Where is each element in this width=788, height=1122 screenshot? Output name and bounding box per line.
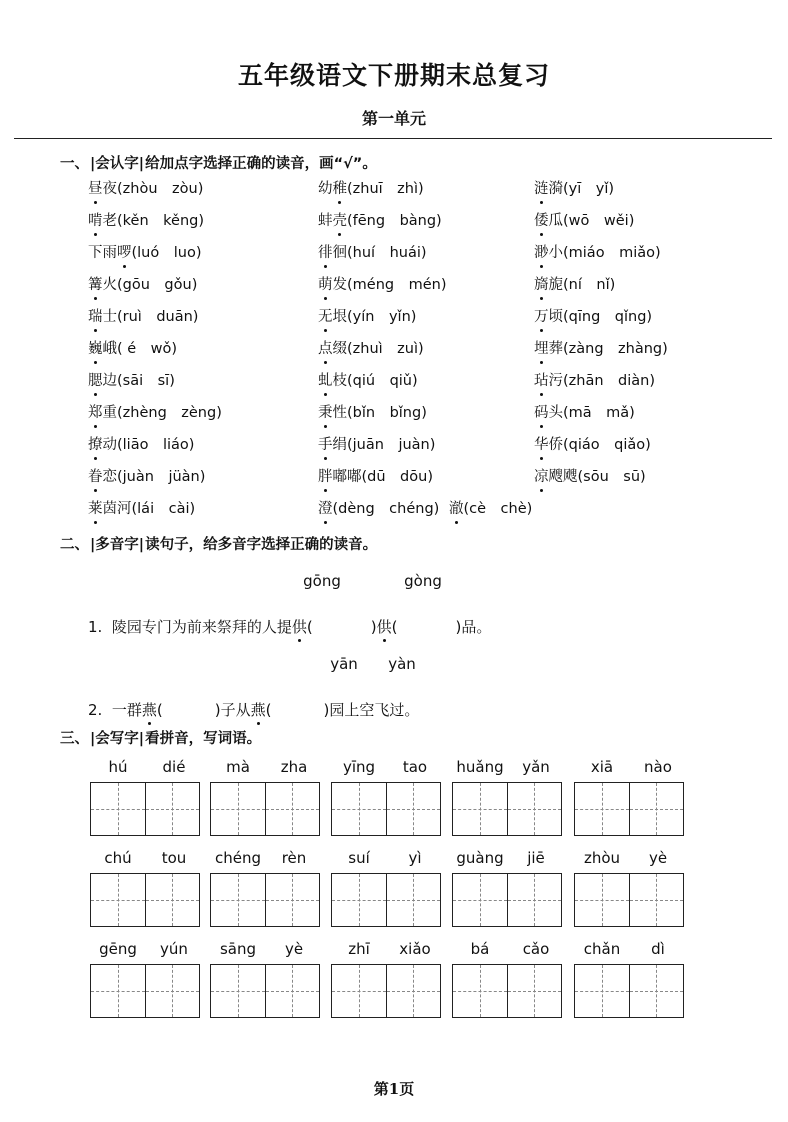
pinyin-syllable: rèn [281, 849, 307, 867]
word-suffix-options: 漪(yī yǐ) [548, 181, 615, 197]
q2-text-middle: )子从 [214, 701, 251, 719]
pinyin-syllable: yǎn [522, 758, 550, 776]
pinyin-syllable: mà [226, 758, 250, 776]
word-suffix-options: 瓜(wō wěi) [548, 213, 635, 229]
q1-dot-char-1: 供 [291, 618, 307, 636]
tianzige-grid [90, 873, 200, 927]
pronunciation-item[interactable] [88, 275, 197, 295]
pronunciation-item[interactable] [88, 243, 202, 263]
word-suffix-options: 枝(qiú qiǔ) [332, 373, 418, 389]
dotted-character: 瑞 [88, 309, 103, 325]
writing-cell[interactable] [265, 965, 320, 1017]
pinyin-prompt [90, 940, 202, 960]
pronunciation-item[interactable] [318, 243, 427, 263]
pinyin-prompt [90, 758, 202, 778]
pinyin-prompt [452, 940, 564, 960]
tianzige-grid [90, 782, 200, 836]
pinyin-syllable: xiā [590, 758, 614, 776]
pronunciation-item[interactable] [534, 339, 668, 359]
dotted-character: 手 [318, 437, 333, 453]
section3-tag: |会写字| [90, 731, 145, 747]
dotted-character: 啃 [88, 213, 103, 229]
dotted-character: 昼 [88, 181, 103, 197]
writing-cell[interactable] [453, 965, 507, 1017]
pronunciation-item[interactable] [318, 179, 424, 199]
pronunciation-item[interactable] [88, 371, 175, 391]
pronunciation-item[interactable] [318, 403, 427, 423]
pinyin-syllable: guàng [456, 849, 504, 867]
pronunciation-item[interactable] [318, 211, 442, 231]
dotted-character: 无 [318, 309, 333, 325]
dotted-character: 倭 [534, 213, 549, 229]
pronunciation-item[interactable] [88, 499, 195, 519]
section3-number: 三、 [60, 731, 89, 747]
pronunciation-item[interactable] [88, 435, 194, 455]
writing-cell[interactable] [507, 874, 562, 926]
dotted-character: 万 [534, 309, 549, 325]
pinyin-prompt [331, 940, 443, 960]
pinyin-prompt [574, 849, 686, 869]
pronunciation-item[interactable] [318, 467, 433, 487]
dotted-character: 埋 [534, 341, 549, 357]
word-suffix-options: 侨(qiáo qiǎo) [548, 437, 651, 453]
dotted-character: 胖 [318, 469, 333, 485]
pronunciation-item[interactable] [88, 211, 204, 231]
pinyin-syllable: gēng [99, 940, 137, 958]
dotted-character: 华 [534, 437, 549, 453]
word-suffix-options: 重(zhèng zèng) [102, 405, 222, 421]
tianzige-grid [574, 782, 684, 836]
word-prefix: 蚌 [318, 213, 333, 229]
pronunciation-item[interactable] [449, 499, 532, 519]
dotted-character: 巍 [88, 341, 103, 357]
writing-cell[interactable] [91, 874, 145, 926]
dotted-character: 眷 [88, 469, 103, 485]
word-suffix-options: 茵河(lái cài) [102, 501, 196, 517]
pinyin-syllable: yì [408, 849, 422, 867]
dotted-character: 稚 [332, 181, 347, 197]
pinyin-syllable: huǎng [456, 758, 504, 776]
writing-cell[interactable] [332, 783, 386, 835]
dotted-character: 澄 [318, 501, 333, 517]
tianzige-grid [90, 964, 200, 1018]
q1-sentence [88, 616, 491, 637]
pinyin-syllable: bá [470, 940, 490, 958]
word-prefix: 幼 [318, 181, 333, 197]
tianzige-grid [331, 782, 441, 836]
tianzige-grid [210, 782, 320, 836]
pinyin-syllable: jiē [527, 849, 545, 867]
section1-number: 一、 [60, 156, 89, 172]
q1-text-after: )品。 [455, 618, 492, 636]
writing-cell[interactable] [211, 783, 265, 835]
dotted-character: 澈 [449, 501, 464, 517]
q2-text-before: 一群 [111, 701, 142, 719]
pinyin-prompt [210, 758, 322, 778]
q1-dot-char-2: 供 [376, 618, 392, 636]
dotted-character: 莱 [88, 501, 103, 517]
pinyin-syllable: suí [348, 849, 370, 867]
word-suffix-options: 徊(huí huái) [332, 245, 427, 261]
q2-dot-char-1: 燕 [141, 701, 157, 719]
pronunciation-item[interactable] [88, 179, 203, 199]
pinyin-syllable: xiǎo [399, 940, 431, 958]
word-suffix-options: 缀(zhuì zuì) [332, 341, 424, 357]
pinyin-syllable: zha [280, 758, 308, 776]
dotted-character: 壳 [332, 213, 347, 229]
tianzige-grid [331, 873, 441, 927]
q1-open-paren-2: ( [391, 618, 398, 636]
word-suffix-options: 性(bǐn bǐng) [332, 405, 427, 421]
q1-num: 1. [88, 618, 103, 636]
writing-cell[interactable] [629, 965, 684, 1017]
pinyin-syllable: yún [160, 940, 188, 958]
pinyin-syllable: zhòu [583, 849, 621, 867]
word-suffix-options: 士(ruì duān) [102, 309, 199, 325]
writing-cell[interactable] [386, 783, 441, 835]
word-suffix-options: 火(gōu gǒu) [102, 277, 198, 293]
dotted-character: 腮 [88, 373, 103, 389]
word-suffix-options: 葬(zàng zhàng) [548, 341, 668, 357]
writing-cell[interactable] [91, 965, 145, 1017]
section2-number: 二、 [60, 537, 89, 553]
pronunciation-item[interactable] [88, 403, 222, 423]
pronunciation-item[interactable] [534, 435, 651, 455]
pinyin-syllable: yè [284, 940, 304, 958]
pinyin-syllable: dì [651, 940, 665, 958]
dotted-character: 徘 [318, 245, 333, 261]
pinyin-syllable: zhī [348, 940, 370, 958]
dotted-character: 旖 [534, 277, 549, 293]
word-suffix-options: 峨( é wǒ) [102, 341, 178, 357]
word-suffix-options: (luó luo) [131, 245, 202, 261]
pronunciation-item[interactable] [88, 339, 177, 359]
section3-instruction: 看拼音，写词语。 [145, 731, 262, 747]
dotted-character: 撩 [88, 437, 103, 453]
q2-open-paren-2: ( [265, 701, 272, 719]
unit-subtitle: 第一单元 [361, 109, 426, 128]
q1-pinyin-option-1: gōng [303, 572, 341, 590]
word-suffix-options: 嘟嘟(dū dōu) [332, 469, 433, 485]
q2-pinyin-option-1: yān [330, 655, 358, 673]
pronunciation-item[interactable] [318, 499, 439, 519]
word-suffix-options: 污(zhān diàn) [548, 373, 655, 389]
word-suffix-options: (dèng chéng) [332, 501, 440, 517]
tianzige-grid [574, 873, 684, 927]
pronunciation-item[interactable] [88, 307, 198, 327]
word-suffix-options: (cè chè) [463, 501, 533, 517]
tianzige-grid [331, 964, 441, 1018]
writing-cell[interactable] [211, 965, 265, 1017]
pinyin-prompt [90, 849, 202, 869]
writing-cell[interactable] [386, 965, 441, 1017]
page-title: 五年级语文下册期末总复习 [237, 61, 550, 90]
pinyin-prompt [210, 849, 322, 869]
writing-cell[interactable] [265, 783, 320, 835]
section2-heading [60, 533, 377, 554]
tianzige-grid [452, 964, 562, 1018]
dotted-character: 点 [318, 341, 333, 357]
writing-cell[interactable] [91, 783, 145, 835]
pronunciation-item[interactable] [88, 467, 205, 487]
writing-cell[interactable] [629, 874, 684, 926]
writing-cell[interactable] [575, 783, 629, 835]
section1-tag: |会认字| [90, 156, 145, 172]
pinyin-syllable: dié [162, 758, 186, 776]
word-suffix-options: (fēng bàng) [347, 213, 442, 229]
writing-cell[interactable] [575, 965, 629, 1017]
pinyin-syllable: chú [104, 849, 132, 867]
writing-cell[interactable] [386, 874, 441, 926]
pronunciation-item[interactable] [534, 275, 615, 295]
word-suffix-options: 夜(zhòu zòu) [102, 181, 204, 197]
word-suffix-options: 头(mā mǎ) [548, 405, 635, 421]
pinyin-syllable: cǎo [522, 940, 550, 958]
pronunciation-item[interactable] [318, 339, 424, 359]
dotted-character: 篝 [88, 277, 103, 293]
pronunciation-item[interactable] [534, 467, 646, 487]
pinyin-prompt [331, 849, 443, 869]
section3-heading [60, 727, 261, 748]
pronunciation-item[interactable] [534, 403, 635, 423]
pinyin-syllable: yè [648, 849, 668, 867]
q1-open-paren-1: ( [306, 618, 313, 636]
pinyin-prompt [331, 758, 443, 778]
pinyin-syllable: tou [161, 849, 187, 867]
writing-cell[interactable] [265, 874, 320, 926]
section1-instruction: 给加点字选择正确的读音，画“√”。 [145, 156, 377, 172]
pronunciation-item[interactable] [534, 243, 661, 263]
writing-cell[interactable] [145, 783, 200, 835]
dotted-character: 啰 [117, 245, 132, 261]
pinyin-syllable: nào [644, 758, 672, 776]
header-divider [14, 138, 772, 139]
pinyin-syllable: yīng [342, 758, 376, 776]
tianzige-grid [574, 964, 684, 1018]
pinyin-prompt [452, 849, 564, 869]
writing-cell[interactable] [507, 783, 562, 835]
pronunciation-item[interactable] [534, 179, 614, 199]
dotted-character: 渺 [534, 245, 549, 261]
writing-cell[interactable] [453, 874, 507, 926]
section2-instruction: 读句子，给多音字选择正确的读音。 [145, 537, 378, 553]
pronunciation-item[interactable] [534, 307, 652, 327]
q1-close-paren-1: ) [370, 618, 377, 636]
pinyin-prompt [574, 940, 686, 960]
q1-text-before: 陵园专门为前来祭拜的人提 [111, 618, 292, 636]
pinyin-prompt [210, 940, 322, 960]
section2-tag: |多音字| [90, 537, 145, 553]
writing-cell[interactable] [145, 965, 200, 1017]
pronunciation-item[interactable] [534, 371, 655, 391]
pinyin-syllable: chǎn [583, 940, 621, 958]
q1-pinyin-option-2: gòng [404, 572, 442, 590]
writing-cell[interactable] [575, 874, 629, 926]
pinyin-syllable: sāng [219, 940, 257, 958]
word-suffix-options: 小(miáo miǎo) [548, 245, 661, 261]
pinyin-syllable: tao [402, 758, 428, 776]
word-suffix-options: 绢(juān juàn) [332, 437, 436, 453]
word-suffix-options: 老(kěn kěng) [102, 213, 204, 229]
pronunciation-item[interactable] [318, 371, 418, 391]
q2-pinyin-option-2: yàn [388, 655, 416, 673]
word-prefix: 下雨 [88, 245, 117, 261]
q2-dot-char-2: 燕 [250, 701, 266, 719]
word-suffix-options: 发(méng mén) [332, 277, 447, 293]
pronunciation-item[interactable] [318, 435, 435, 455]
pronunciation-item[interactable] [318, 307, 416, 327]
pronunciation-item[interactable] [318, 275, 447, 295]
dotted-character: 秉 [318, 405, 333, 421]
word-suffix-options: (zhuī zhì) [347, 181, 424, 197]
writing-cell[interactable] [332, 874, 386, 926]
writing-cell[interactable] [453, 783, 507, 835]
word-suffix-options: 边(sāi sī) [102, 373, 175, 389]
tianzige-grid [452, 782, 562, 836]
pronunciation-item[interactable] [534, 211, 634, 231]
dotted-character: 虬 [318, 373, 333, 389]
word-suffix-options: 飕飕(sōu sū) [548, 469, 646, 485]
dotted-character: 凉 [534, 469, 549, 485]
pinyin-syllable: chéng [214, 849, 261, 867]
q2-sentence [88, 699, 419, 720]
writing-cell[interactable] [629, 783, 684, 835]
q2-open-paren-1: ( [156, 701, 163, 719]
word-suffix-options: 动(liāo liáo) [102, 437, 195, 453]
writing-cell[interactable] [211, 874, 265, 926]
tianzige-grid [210, 873, 320, 927]
section1-heading [60, 152, 377, 173]
page-number: 第1页 [373, 1080, 415, 1098]
pinyin-prompt [574, 758, 686, 778]
tianzige-grid [452, 873, 562, 927]
word-suffix-options: 垠(yín yǐn) [332, 309, 417, 325]
dotted-character: 涟 [534, 181, 549, 197]
word-suffix-options: 顷(qīng qǐng) [548, 309, 653, 325]
dotted-character: 码 [534, 405, 549, 421]
word-suffix-options: 恋(juàn jüàn) [102, 469, 206, 485]
writing-cell[interactable] [145, 874, 200, 926]
tianzige-grid [210, 964, 320, 1018]
q2-num: 2. [88, 701, 103, 719]
writing-cell[interactable] [507, 965, 562, 1017]
dotted-character: 玷 [534, 373, 549, 389]
dotted-character: 萌 [318, 277, 333, 293]
q2-text-after: )园上空飞过。 [323, 701, 420, 719]
pinyin-syllable: hú [108, 758, 128, 776]
dotted-character: 郑 [88, 405, 103, 421]
pinyin-prompt [452, 758, 564, 778]
word-suffix-options: 旎(ní nǐ) [548, 277, 616, 293]
writing-cell[interactable] [332, 965, 386, 1017]
